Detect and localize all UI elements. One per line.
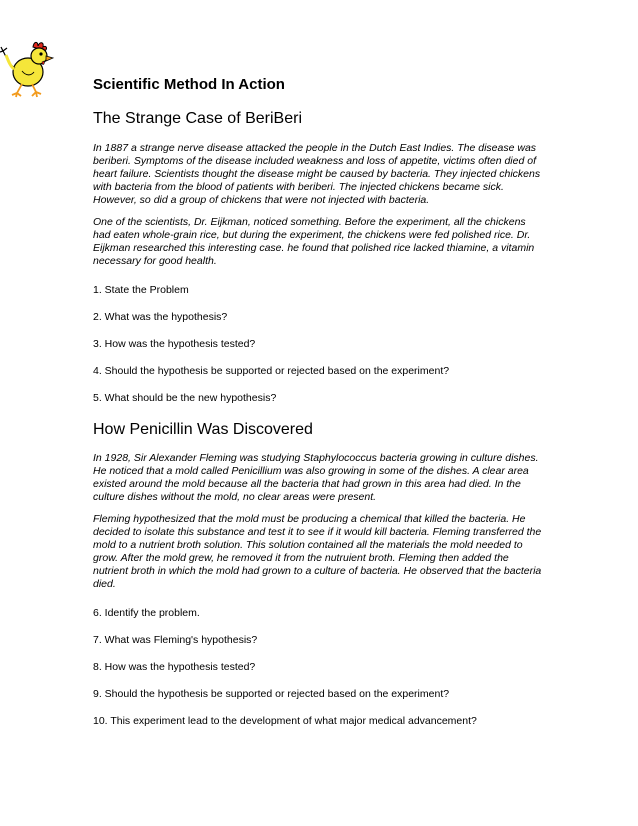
document-title: Scientific Method In Action	[93, 76, 285, 93]
question-list	[93, 607, 545, 728]
paragraph: Fleming hypothesized that the mold must be producing a chemical that killed the bacteria. He decided to isolate this substance and test it to see if it would kill bacteria. Fleming transferred the mold to a nutrient broth solution. This solution contained all the materials the mold needed to grow. After the mold grew, he removed it from the nutruient broth. Fleming then added the nutrient broth in which the mold had grown to a culture of bacteria. He observed that the bacteria died.	[93, 513, 542, 590]
question-item: 2. What was the hypothesis?	[93, 311, 228, 323]
question-item: 5. What should be the new hypothesis?	[93, 392, 277, 404]
question-item: 6. Identify the problem.	[93, 607, 200, 619]
question-list	[93, 284, 545, 405]
paragraph: In 1928, Sir Alexander Fleming was studying Staphylococcus bacteria growing in culture dishes. He noticed that a mold called Penicillium was also growing in some of the dishes. A clear area existed around the mold because all the bacteria that had grown in this area had died. In the culture dishes without the mold, no clear areas were present.	[93, 452, 539, 503]
paragraph: One of the scientists, Dr. Eijkman, noticed something. Before the experiment, all the chickens had eaten whole-grain rice, but during the experiment, the chickens were fed polished rice. Dr. Eijkman researched this interesting case. he found that polished rice lacked thiamine, a vitamin necessary for good health.	[93, 216, 535, 267]
question-item: 10. This experiment lead to the development of what major medical advancement?	[93, 715, 477, 727]
chicken-icon	[0, 38, 56, 98]
paragraph: In 1887 a strange nerve disease attacked the people in the Dutch East Indies. The disease was beriberi. Symptoms of the disease included weakness and loss of appetite, victims often died of heart failure. Scientists thought the disease might be caused by bacteria. They injected chickens with bacteria from the blood of patients with beriberi. The injected chickens became sick. However, so did a group of chickens that were not injected with bacteria.	[93, 142, 541, 206]
section-penicillin	[93, 420, 545, 728]
question-item: 9. Should the hypothesis be supported or rejected based on the experiment?	[93, 688, 450, 700]
document-body	[93, 76, 545, 742]
question-item: 8. How was the hypothesis tested?	[93, 661, 256, 673]
section-heading: How Penicillin Was Discovered	[93, 421, 313, 438]
section-heading: The Strange Case of BeriBeri	[93, 110, 302, 127]
question-item: 7. What was Fleming's hypothesis?	[93, 634, 258, 646]
section-beriberi	[93, 109, 545, 405]
question-item: 3. How was the hypothesis tested?	[93, 338, 256, 350]
question-item: 1. State the Problem	[93, 284, 189, 296]
question-item: 4. Should the hypothesis be supported or rejected based on the experiment?	[93, 365, 450, 377]
